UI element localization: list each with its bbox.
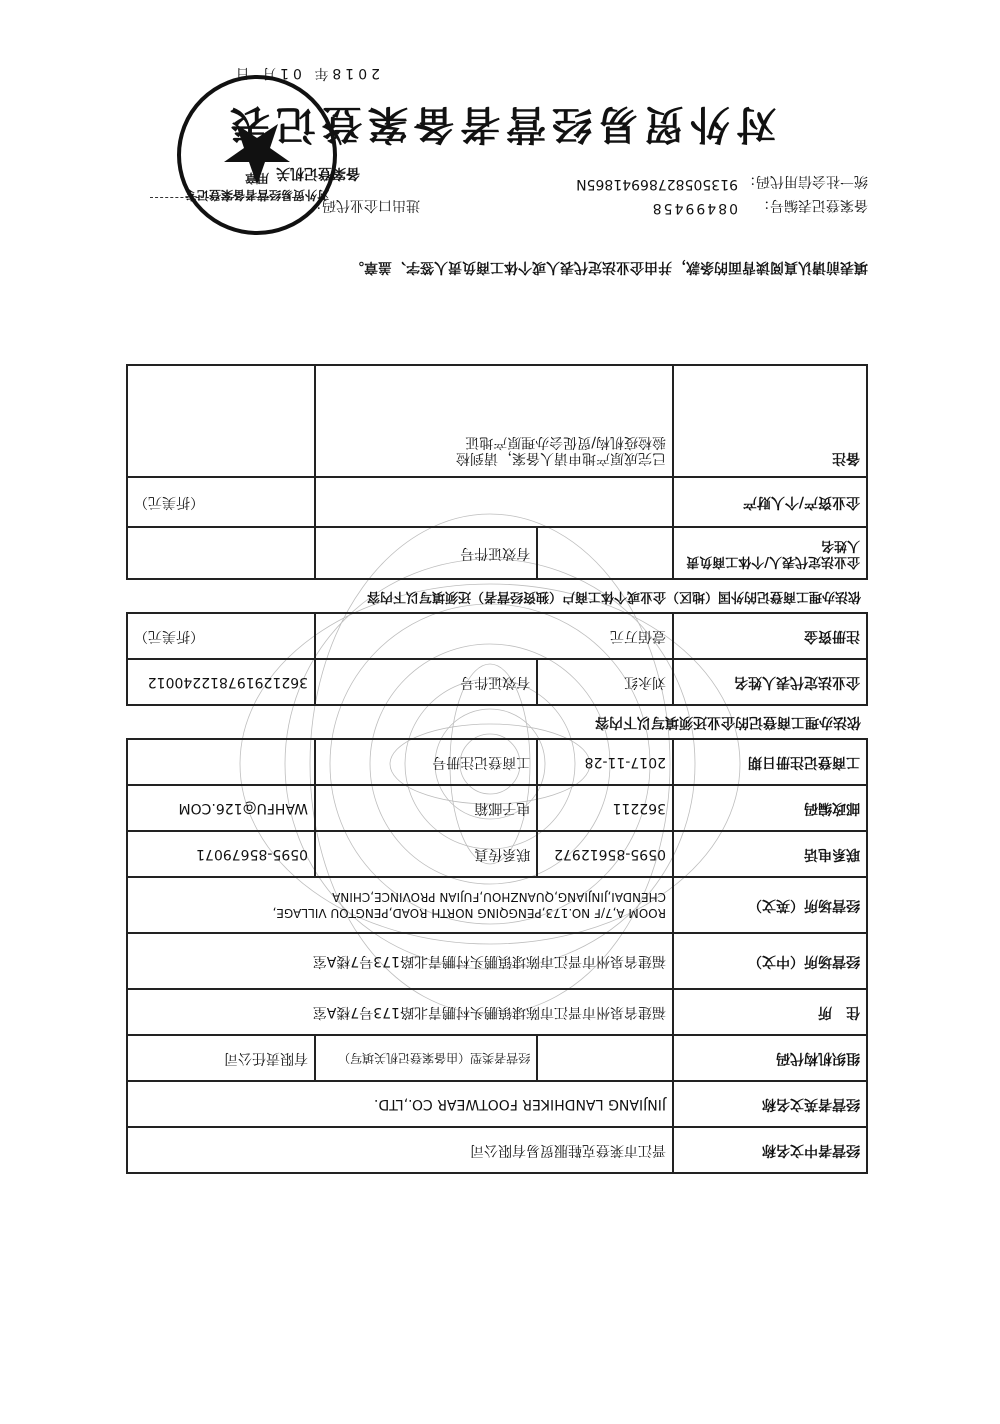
remark-label: 备注: [673, 365, 867, 477]
org-code-label: 组织机构代码: [673, 1035, 867, 1081]
stamp-date: 2018年 01月 日: [231, 65, 380, 81]
import-export-code-label: 进出口企业代码：: [308, 197, 420, 213]
credit-code: 91350582786941865N: [576, 176, 738, 192]
address-label: 住 所: [673, 989, 867, 1035]
place-en-line-2: CHENDAI,JINJIANG,QUANZHOU,FUJIAN PROVINCE,CHINA: [332, 890, 666, 904]
id-no: 362129197812240012: [127, 659, 315, 705]
cn-name-label: 经营者中文名称: [673, 1127, 867, 1173]
place-en-line-1: ROOM A,7/F NO.173,PENGQING NORTH ROAD,PENGTOU VILLAGE,: [272, 906, 666, 920]
remark-blank: [127, 365, 315, 477]
postcode-label: 邮政编码: [673, 785, 867, 831]
place-cn: 福建省泉州市晋江市陈埭镇鹏头村鹏青北路173号7楼A室: [127, 933, 673, 989]
record-no: 08499458: [650, 200, 738, 216]
section-heading-2: 依法办理工商登记的外国（地区）企业或个体工商户（独资经营者）还须填写以下内容: [127, 579, 867, 613]
official-seal: [172, 70, 342, 240]
org-code: [537, 1035, 673, 1081]
org-type-label: 经营者类型（由备案登记机关填写）: [315, 1035, 537, 1081]
phone: 0595-85612972: [537, 831, 673, 877]
place-en-label: 经营场所（英文）: [673, 877, 867, 933]
reg-no-label: 工商登记注册号: [315, 739, 537, 785]
address: 福建省泉州市晋江市陈埭镇鹏头村鹏青北路173号7楼A室: [127, 989, 673, 1035]
rep2-label: 企业法定代表人/个体工商负责人姓名: [673, 527, 867, 579]
place-en: [127, 877, 673, 933]
capital-label: 注册资金: [673, 613, 867, 659]
id2-label: 有效证件号: [315, 527, 537, 579]
reg-date: 2017-11-28: [537, 739, 673, 785]
en-name-label: 经营者英文名称: [673, 1081, 867, 1127]
place-cn-label: 经营场所（中文）: [673, 933, 867, 989]
id-label: 有效证件号: [315, 659, 537, 705]
reg-date-label: 工商登记注册日期: [673, 739, 867, 785]
assets-unit: （折美元）: [127, 477, 315, 527]
registration-form-table: [126, 364, 868, 1174]
capital-unit: （折美元）: [127, 613, 315, 659]
credit-code-label: 统一社会信用代码：: [742, 173, 868, 189]
id2: [127, 527, 315, 579]
en-name: JINJIANG LANDHIKER FOOTWEAR CO.,LTD.: [127, 1081, 673, 1127]
reg-no: [127, 739, 315, 785]
footer-note: 填表前请认真阅读背面的条款，并由企业法定代表人或个体工商负责人签字、盖章。: [350, 259, 868, 275]
section-heading-1: 依法办理工商登记的企业还须填写以下内容: [127, 705, 867, 739]
rep2: [537, 527, 673, 579]
stamp-org-label: 备案登记机关: [276, 165, 360, 181]
cn-name: 晋江市莱登克鞋服贸易有限公司: [127, 1127, 673, 1173]
remark: [315, 365, 673, 477]
org-type: 有限责任公司: [127, 1035, 315, 1081]
record-no-label: 备案登记表编号：: [756, 197, 868, 213]
legal-rep-label: 企业法定代表人姓名: [673, 659, 867, 705]
assets: [315, 477, 673, 527]
email: WAHFU@126.COM: [127, 785, 315, 831]
remark-line-2: 验检疫机构/贸促会办理原产地证: [465, 434, 666, 450]
capital: 壹佰万元: [315, 613, 673, 659]
email-label: 电子邮箱: [315, 785, 537, 831]
fax-label: 联系传真: [315, 831, 537, 877]
legal-rep: 刘永红: [537, 659, 673, 705]
seal-text: 对外贸易经营者备案登记专用章: [185, 171, 330, 202]
remark-line-1: 已完成原产地申请人备案，请到检: [456, 450, 666, 466]
postcode: 362211: [537, 785, 673, 831]
document-title: 对外贸易经营者备案登记表: [224, 101, 776, 147]
assets-label: 企业资产/个人财产: [673, 477, 867, 527]
fax: 0595-85679071: [127, 831, 315, 877]
phone-label: 联系电话: [673, 831, 867, 877]
